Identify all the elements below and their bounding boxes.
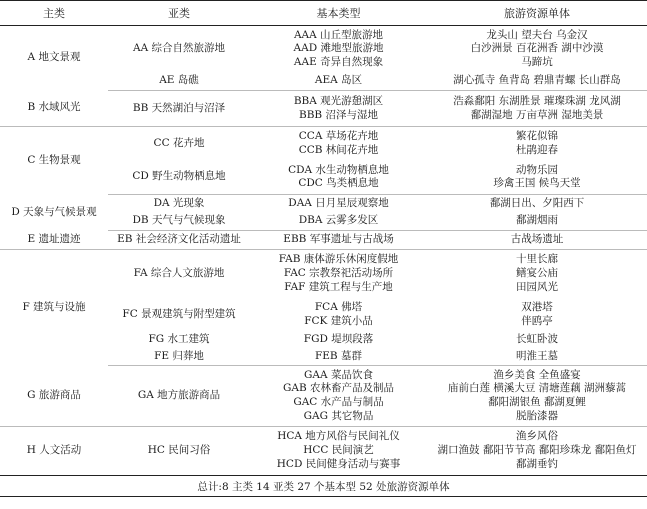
basic-type: FAF 建筑工程与生产地 [284, 280, 393, 293]
resource-unit-cell [427, 366, 647, 427]
main-class-cell: H 人文活动 [0, 427, 108, 476]
sub-class-cell: AA 综合自然旅游地 [132, 42, 225, 55]
main-class-cell: A 地文景观 [27, 51, 81, 64]
basic-type: DAA 日月星辰观察地 [288, 196, 389, 209]
basic-type-cell [250, 26, 427, 73]
basic-type: FCA 佛塔 [314, 300, 363, 313]
resource-unit: 渔乡美食 全鱼盛宴 [493, 368, 581, 381]
resource-unit-cell [427, 195, 647, 213]
resource-unit: 湖心孤寺 鱼背岛 碧鼎青螺 长山群岛 [453, 74, 621, 87]
resource-unit: 鄱湖垂钓 [516, 457, 558, 470]
table-row [0, 427, 647, 476]
main-class-cell: E 遗址遗迹 [0, 231, 108, 250]
table-row [0, 366, 647, 427]
resource-unit: 龙头山 望夫台 乌金汉 [486, 28, 588, 41]
resource-unit: 渔乡风俗 [516, 430, 558, 443]
basic-type: GAB 农林畜产品及制品 [282, 382, 395, 395]
resource-unit: 双港塔 [521, 300, 553, 313]
resource-unit-cell [427, 349, 647, 366]
resource-unit: 鄱湖日出、夕阳西下 [489, 196, 585, 209]
resource-unit: 鄱阳湖银鱼 鄱湖夏鲤 [488, 396, 586, 408]
basic-type: HCA 地方风俗与民间礼仪 [277, 430, 400, 443]
basic-type: AAA 山丘型旅游地 [293, 28, 384, 41]
resource-unit: 庙前白莲 横溪大豆 清塘莲藕 湖洲藜蒿 [447, 382, 626, 395]
table-body [0, 26, 647, 476]
main-class-cell: B 水域风光 [0, 91, 108, 127]
table-row [0, 91, 647, 127]
main-class-cell: C 生物景观 [27, 153, 81, 166]
resource-unit: 古战场遗址 [510, 233, 564, 246]
header-basic-type: 基本类型 [250, 1, 427, 26]
basic-type: GAC 水产品与制品 [293, 396, 384, 408]
main-class-cell: F 建筑与设施 [22, 300, 86, 313]
basic-type-cell [250, 231, 427, 250]
resource-unit-cell [427, 332, 647, 349]
header-sub-class: 亚类 [108, 1, 250, 26]
table-row [0, 231, 647, 250]
basic-type: GAG 其它物品 [303, 409, 374, 422]
basic-type-cell [250, 161, 427, 195]
resource-unit-cell [427, 250, 647, 298]
resource-unit-cell [427, 127, 647, 161]
basic-type: BBA 观光游憩湖区 [293, 94, 384, 107]
resource-unit: 动物乐园 [516, 163, 558, 176]
basic-type: AEA 岛区 [314, 74, 363, 87]
basic-type: FAC 宗教祭祀活动场所 [283, 266, 394, 279]
basic-type-cell [250, 427, 427, 476]
resource-unit: 脱胎漆器 [516, 409, 558, 422]
sub-class-cell: FE 归葬地 [108, 349, 250, 366]
basic-type: FAB 康体游乐休闲度假地 [278, 253, 399, 266]
basic-type-cell [250, 195, 427, 213]
table-row [0, 250, 647, 298]
basic-type: EBB 军事遗址与古战场 [283, 233, 394, 246]
table-header [0, 1, 647, 26]
resource-unit: 湖口渔鼓 鄱阳节节高 鄱阳珍珠龙 鄱阳鱼灯 [437, 444, 637, 457]
sub-class-cell: CD 野生动物栖息地 [108, 161, 250, 195]
resource-unit: 鄱湖烟雨 [516, 214, 558, 227]
resource-unit: 明淮王墓 [516, 349, 558, 362]
header-resource-unit: 旅游资源单体 [427, 1, 647, 26]
sub-class-cell: AE 岛礁 [108, 73, 250, 91]
resource-unit: 繁花似锦 [516, 130, 558, 143]
resource-unit: 伴鸥亭 [521, 314, 553, 327]
basic-type-cell [250, 213, 427, 231]
basic-type-cell [250, 250, 427, 298]
resource-unit: 浩淼鄱阳 东湖胜景 璀璨珠湖 龙风湖 [453, 94, 621, 107]
sub-class-cell: BB 天然湖泊与沼泽 [108, 91, 250, 127]
resource-unit: 田园风光 [516, 280, 558, 293]
basic-type: CCA 草场花卉地 [298, 130, 379, 143]
resource-unit: 鄱湖湿地 万亩草洲 湿地美景 [470, 108, 604, 121]
sub-class-cell: CC 花卉地 [153, 136, 205, 149]
resource-unit-cell [427, 298, 647, 332]
basic-type-cell [250, 73, 427, 91]
sub-class-cell: GA 地方旅游商品 [108, 366, 250, 427]
sub-class-cell: EB 社会经济文化活动遗址 [108, 231, 250, 250]
header-main-class: 主类 [0, 1, 108, 26]
sub-class-cell: FG 水工建筑 [148, 333, 210, 346]
resource-unit-cell [427, 91, 647, 127]
resource-unit-cell [427, 231, 647, 250]
sub-class-cell: DB 天气与气候现象 [108, 213, 250, 231]
basic-type: CDC 鸟类栖息地 [298, 177, 379, 190]
basic-type: DBA 云雾多发区 [298, 214, 379, 227]
main-class-cell: D 天象与气候景观 [11, 205, 97, 218]
basic-type-cell [250, 298, 427, 332]
resource-unit-cell [427, 427, 647, 476]
basic-type-cell [250, 91, 427, 127]
sub-class-cell: FC 景观建筑与附型建筑 [122, 307, 236, 320]
table-row [0, 195, 647, 213]
basic-type-cell [250, 332, 427, 349]
table-row [0, 26, 647, 73]
resource-unit: 鳝宴公庙 [516, 266, 558, 279]
table-footer [0, 476, 647, 497]
basic-type: HCD 民间健身活动与赛事 [276, 457, 401, 470]
sub-class-cell: FA 综合人文旅游地 [133, 266, 225, 279]
table-row [0, 127, 647, 161]
basic-type-cell [250, 349, 427, 366]
resource-unit: 杜鹃迎春 [516, 143, 558, 156]
basic-type: HCC 民间演艺 [303, 444, 374, 457]
table-total-note: 总计:8 主类 14 亚类 27 个基本型 52 处旅游资源单体 [0, 476, 647, 497]
sub-class-cell: HC 民间习俗 [108, 427, 250, 476]
basic-type: BBB 沼泽与湿地 [299, 108, 378, 121]
main-class-cell: G 旅游商品 [0, 366, 108, 427]
resource-unit-cell [427, 26, 647, 73]
basic-type: CDA 水生动物栖息地 [288, 163, 389, 176]
basic-type: FCK 建筑小品 [304, 314, 373, 327]
sub-class-cell: DA 光现象 [153, 196, 205, 209]
basic-type: GAA 菜品饮食 [304, 368, 373, 381]
resource-unit: 马蹄坑 [521, 56, 553, 69]
resource-unit-cell [427, 73, 647, 91]
resource-unit: 白沙洲景 百花洲香 湖中沙漠 [470, 42, 604, 55]
basic-type: CCB 林间花卉地 [298, 143, 379, 156]
basic-type: FGD 堤坝段落 [303, 333, 374, 346]
resource-unit: 十里长廊 [516, 253, 558, 266]
basic-type: AAE 奇异自然现象 [293, 56, 384, 69]
resource-unit: 长虹卧波 [516, 333, 558, 346]
basic-type: AAD 滩地型旅游地 [293, 42, 384, 55]
basic-type-cell [250, 127, 427, 161]
resource-unit: 珍禽王国 候鸟天堂 [493, 177, 581, 190]
resource-unit-cell [427, 161, 647, 195]
basic-type-cell [250, 366, 427, 427]
resource-unit-cell [427, 213, 647, 231]
basic-type: FEB 墓群 [314, 349, 362, 362]
